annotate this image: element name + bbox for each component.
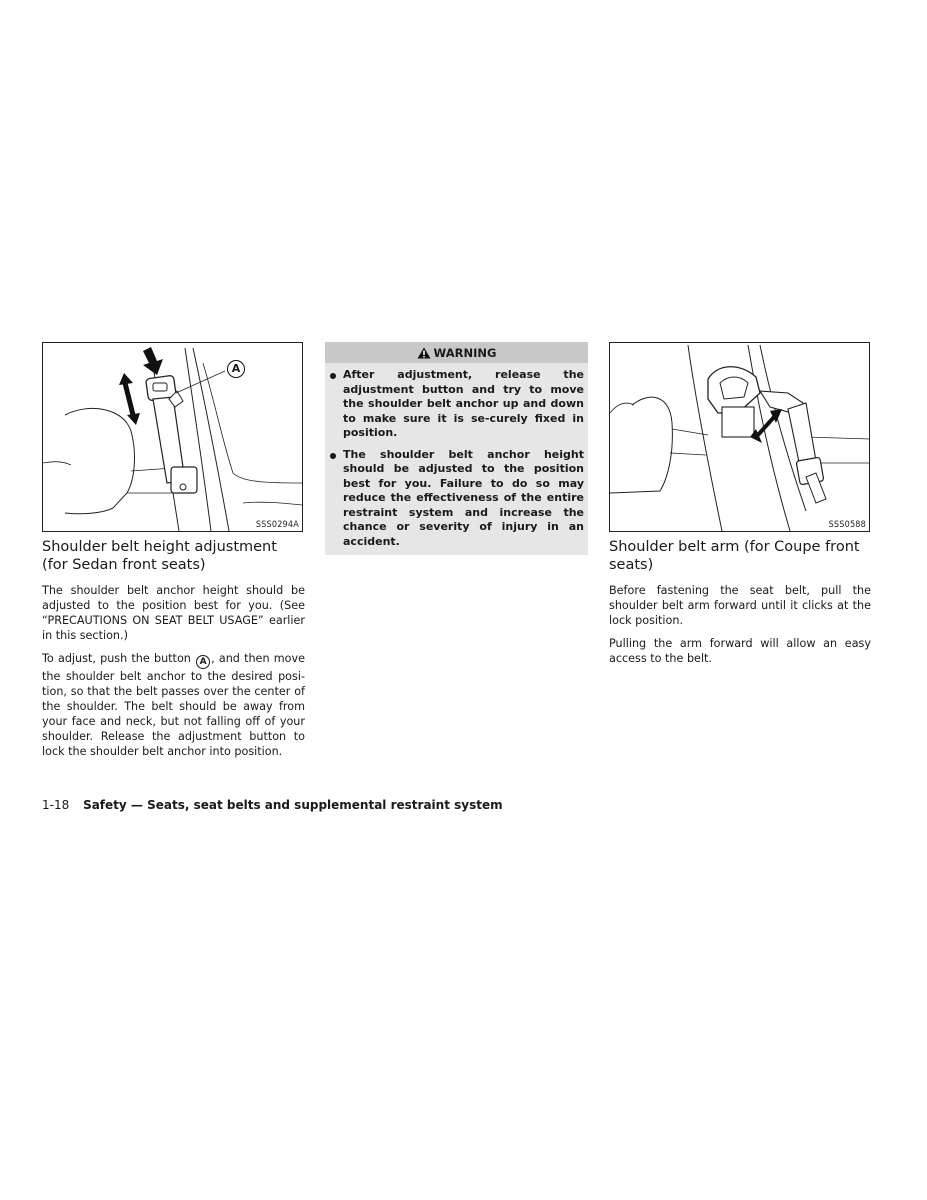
shoulder-belt-height-illustration bbox=[43, 343, 302, 531]
callout-a-label: A bbox=[227, 360, 245, 378]
figure-code: SSS0294A bbox=[255, 520, 299, 530]
button-a-symbol: A bbox=[196, 655, 210, 669]
bullet-icon bbox=[330, 373, 336, 379]
warning-title: WARNING bbox=[433, 345, 497, 360]
figure-shoulder-belt-arm bbox=[609, 342, 870, 532]
warning-item-text: After adjustment, release the adjustment button and try to move the shoulder belt anchor up and down to make sure it is se-curely fixed in position. bbox=[343, 368, 584, 439]
warning-item bbox=[325, 368, 588, 441]
page-footer bbox=[42, 798, 503, 812]
figure-shoulder-belt-height bbox=[42, 342, 303, 532]
figure-code: SSS0588 bbox=[828, 520, 866, 530]
shoulder-belt-arm-illustration bbox=[610, 343, 870, 531]
warning-item-text: The shoulder belt anchor height should be adjusted to the position best for you. Failure to do so may reduce the effectiveness of the entire restraint system and increase the chance or severity of injury in an accident. bbox=[343, 447, 584, 548]
warning-header bbox=[325, 342, 588, 363]
right-column bbox=[609, 342, 871, 674]
adjust-text-rest: , and then move the shoulder belt anchor to the desired posi-tion, so that the belt passes over the center of the shoulder. The belt should be away from your face and neck, but not falling off of your shoulder. Release the adjustment button to lock the shoulder belt anchor into position. bbox=[42, 652, 305, 758]
paragraph-pull-arm: Before fastening the seat belt, pull the shoulder belt arm forward until it clicks at the lock position. bbox=[609, 584, 871, 627]
section-heading-coupe: Shoulder belt arm (for Coupe front seats) bbox=[609, 539, 860, 573]
paragraph-anchor-height: The shoulder belt anchor height should be adjusted to the position best for you. (See “PRECAUTIONS ON SEAT BELT USAGE” earlier in this section.) bbox=[42, 584, 305, 642]
section-heading-sedan: Shoulder belt height adjustment (for Sedan front seats) bbox=[42, 539, 277, 573]
bullet-icon bbox=[330, 453, 336, 459]
adjust-text-start: To adjust, push the button bbox=[42, 652, 196, 665]
warning-box bbox=[325, 342, 588, 555]
paragraph-easy-access: Pulling the arm forward will allow an easy access to the belt. bbox=[609, 637, 871, 665]
left-column bbox=[42, 342, 305, 767]
warning-item bbox=[325, 448, 588, 550]
middle-column bbox=[325, 342, 588, 555]
chapter-title: Safety — Seats, seat belts and supplemental restraint system bbox=[83, 798, 503, 812]
paragraph-adjust-instructions bbox=[42, 651, 305, 759]
warning-triangle-icon bbox=[417, 347, 431, 359]
page-number: 1-18 bbox=[42, 798, 70, 812]
